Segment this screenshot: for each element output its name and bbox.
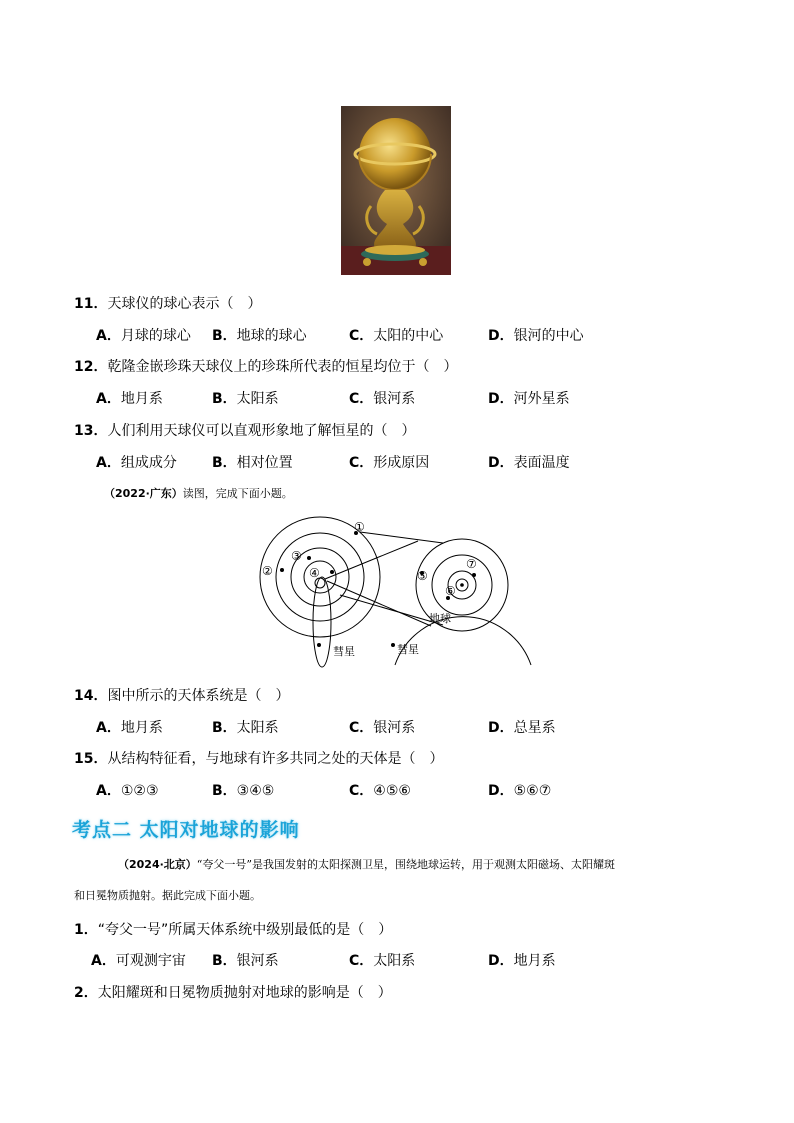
label-1: ① — [354, 520, 365, 534]
option-a[interactable]: A．组成成分 — [96, 455, 177, 471]
label-2: ② — [262, 564, 273, 578]
option-b[interactable]: B．银河系 — [212, 953, 279, 969]
label-5: ⑤ — [417, 569, 428, 583]
option-a[interactable]: A．地月系 — [96, 720, 163, 736]
option-d[interactable]: D．总星系 — [488, 720, 556, 736]
option-c[interactable]: C．太阳的中心 — [349, 328, 444, 344]
section-title: 考点二 太阳对地球的影响 — [72, 819, 300, 841]
option-a[interactable]: A．月球的球心 — [96, 328, 191, 344]
celestial-globe-photo — [341, 106, 451, 275]
intro-2024-line1: （2024·北京）“夸父一号”是我国发射的太阳探测卫星，围绕地球运转，用于观测太阳磁场、太阳耀斑 — [118, 858, 616, 871]
option-b[interactable]: B．相对位置 — [212, 455, 293, 471]
option-c[interactable]: C．银河系 — [349, 720, 416, 736]
question-1: 1．“夸父一号”所属天体系统中级别最低的是（ ） — [74, 922, 393, 938]
intro-2022: （2022·广东）读图，完成下面小题。 — [104, 487, 293, 500]
option-c[interactable]: C．银河系 — [349, 391, 416, 407]
label-3: ③ — [291, 549, 302, 563]
option-b[interactable]: B．地球的球心 — [212, 328, 307, 344]
question-14: 14．图中所示的天体系统是（ ） — [74, 688, 290, 704]
option-b[interactable]: B．太阳系 — [212, 391, 279, 407]
option-c[interactable]: C．形成原因 — [349, 455, 430, 471]
celestial-system-diagram — [255, 515, 540, 670]
label-earth: 地球 — [429, 612, 451, 625]
option-b[interactable]: B．太阳系 — [212, 720, 279, 736]
intro-2024-line2: 和日冕物质抛射。据此完成下面小题。 — [74, 889, 261, 902]
option-d[interactable]: D．表面温度 — [488, 455, 570, 471]
question-12: 12．乾隆金嵌珍珠天球仪上的珍珠所代表的恒星均位于（ ） — [74, 359, 458, 375]
option-b[interactable]: B．③④⑤ — [212, 783, 275, 799]
question-15: 15．从结构特征看，与地球有许多共同之处的天体是（ ） — [74, 751, 444, 767]
option-d[interactable]: D．地月系 — [488, 953, 556, 969]
label-7: ⑦ — [466, 557, 477, 571]
label-4: ④ — [309, 566, 320, 580]
label-6: ⑥ — [445, 584, 456, 598]
option-a[interactable]: A．①②③ — [96, 783, 159, 799]
option-a[interactable]: A．可观测宇宙 — [91, 953, 186, 969]
option-d[interactable]: D．银河的中心 — [488, 328, 584, 344]
question-13: 13．人们利用天球仪可以直观形象地了解恒星的（ ） — [74, 423, 416, 439]
option-d[interactable]: D．⑤⑥⑦ — [488, 783, 552, 799]
option-a[interactable]: A．地月系 — [96, 391, 163, 407]
label-comet-2: 彗星 — [397, 643, 419, 656]
option-d[interactable]: D．河外星系 — [488, 391, 570, 407]
option-c[interactable]: C．④⑤⑥ — [349, 783, 411, 799]
option-c[interactable]: C．太阳系 — [349, 953, 416, 969]
question-2: 2．太阳耀斑和日冕物质抛射对地球的影响是（ ） — [74, 985, 392, 1001]
label-comet-1: 彗星 — [333, 645, 355, 658]
question-11: 11．天球仪的球心表示（ ） — [74, 296, 262, 312]
